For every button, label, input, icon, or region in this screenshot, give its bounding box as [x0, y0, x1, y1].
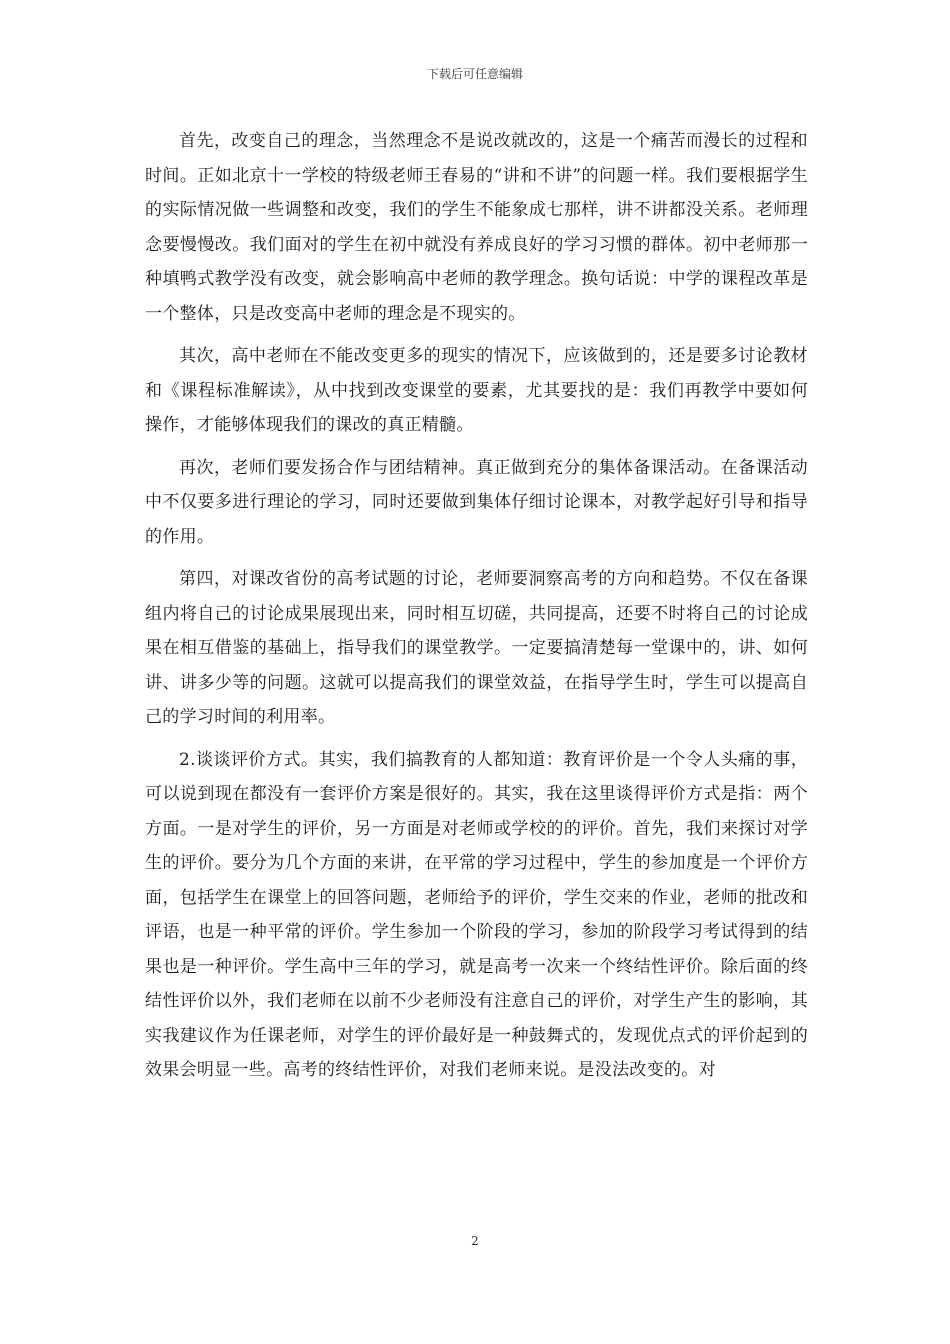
paragraph-fourth: 第四，对课改省份的高考试题的讨论，老师要洞察高考的方向和趋势。不仅在备课组内将自己的讨论成果展现出来，同时相互切磋，共同提高，还要不时将自己的讨论成果在相互借鉴的基础上，指导我们的课堂教学。一定要搞清楚每一堂课中的，讲、如何讲、讲多少等的问题。这就可以提高我们的课堂效益，在指导学生时，学生可以提高自己的学习时间的利用率。	[145, 569, 808, 727]
page-header: 下载后可任意编辑	[426, 67, 523, 81]
paragraph-third: 再次，老师们要发扬合作与团结精神。真正做到充分的集体备课活动。在备课活动中不仅要多进行理论的学习，同时还要做到集体仔细讨论课本，对教学起好引导和指导的作用。	[145, 457, 808, 547]
paragraph-second: 其次，高中老师在不能改变更多的现实的情况下，应该做到的，还是要多讨论教材和《课程标准解读》，从中找到改变课堂的要素，尤其要找的是：我们再教学中要如何操作，才能够体现我们的课改的真正精髓。	[145, 346, 808, 435]
paragraph-evaluation: 2.谈谈评价方式。其实，我们搞教育的人都知道：教育评价是一个令人头痛的事，可以说到现在都没有一套评价方案是很好的。其实，我在这里谈得评价方式是指：两个方面。一是对学生的评价，另一方面是对老师或学校的的评价。首先，我们来探讨对学生的评价。要分为几个方面的来讲，在平常的学习过程中，学生的参加度是一个评价方面，包括学生在课堂上的回答问题，老师给予的评价，学生交来的作业，老师的批改和评语，也是一种平常的评价。学生参加一个阶段的学习，参加的阶段学习考试得到的结果也是一种评价。学生高中三年的学习，就是高考一次来一个终结性评价。除后面的终结性评价以外，我们老师在以前不少老师没有注意自己的评价，对学生产生的影响，其实我建议作为任课老师，对学生的评价最好是一种鼓舞式的，发现优点式的评价起到的效果会明显一些。高考的终结性评价，对我们老师来说。是没法改变的。对	[145, 749, 808, 1080]
paragraph-first: 首先，改变自己的理念，当然理念不是说改就改的，这是一个痛苦而漫长的过程和时间。正如北京十一学校的特级老师王春易的“讲和不讲”的问题一样。我们要根据学生的实际情况做一些调整和改变，我们的学生不能象成七那样，讲不讲都没关系。老师理念要慢慢改。我们面对的学生在初中就没有养成良好的学习习惯的群体。初中老师那一种填鸭式教学没有改变，就会影响高中老师的教学理念。换句话说：中学的课程改革是一个整体，只是改变高中老师的理念是不现实的。	[145, 131, 808, 324]
page-number: 2	[471, 1234, 479, 1248]
document-body	[145, 124, 808, 1096]
